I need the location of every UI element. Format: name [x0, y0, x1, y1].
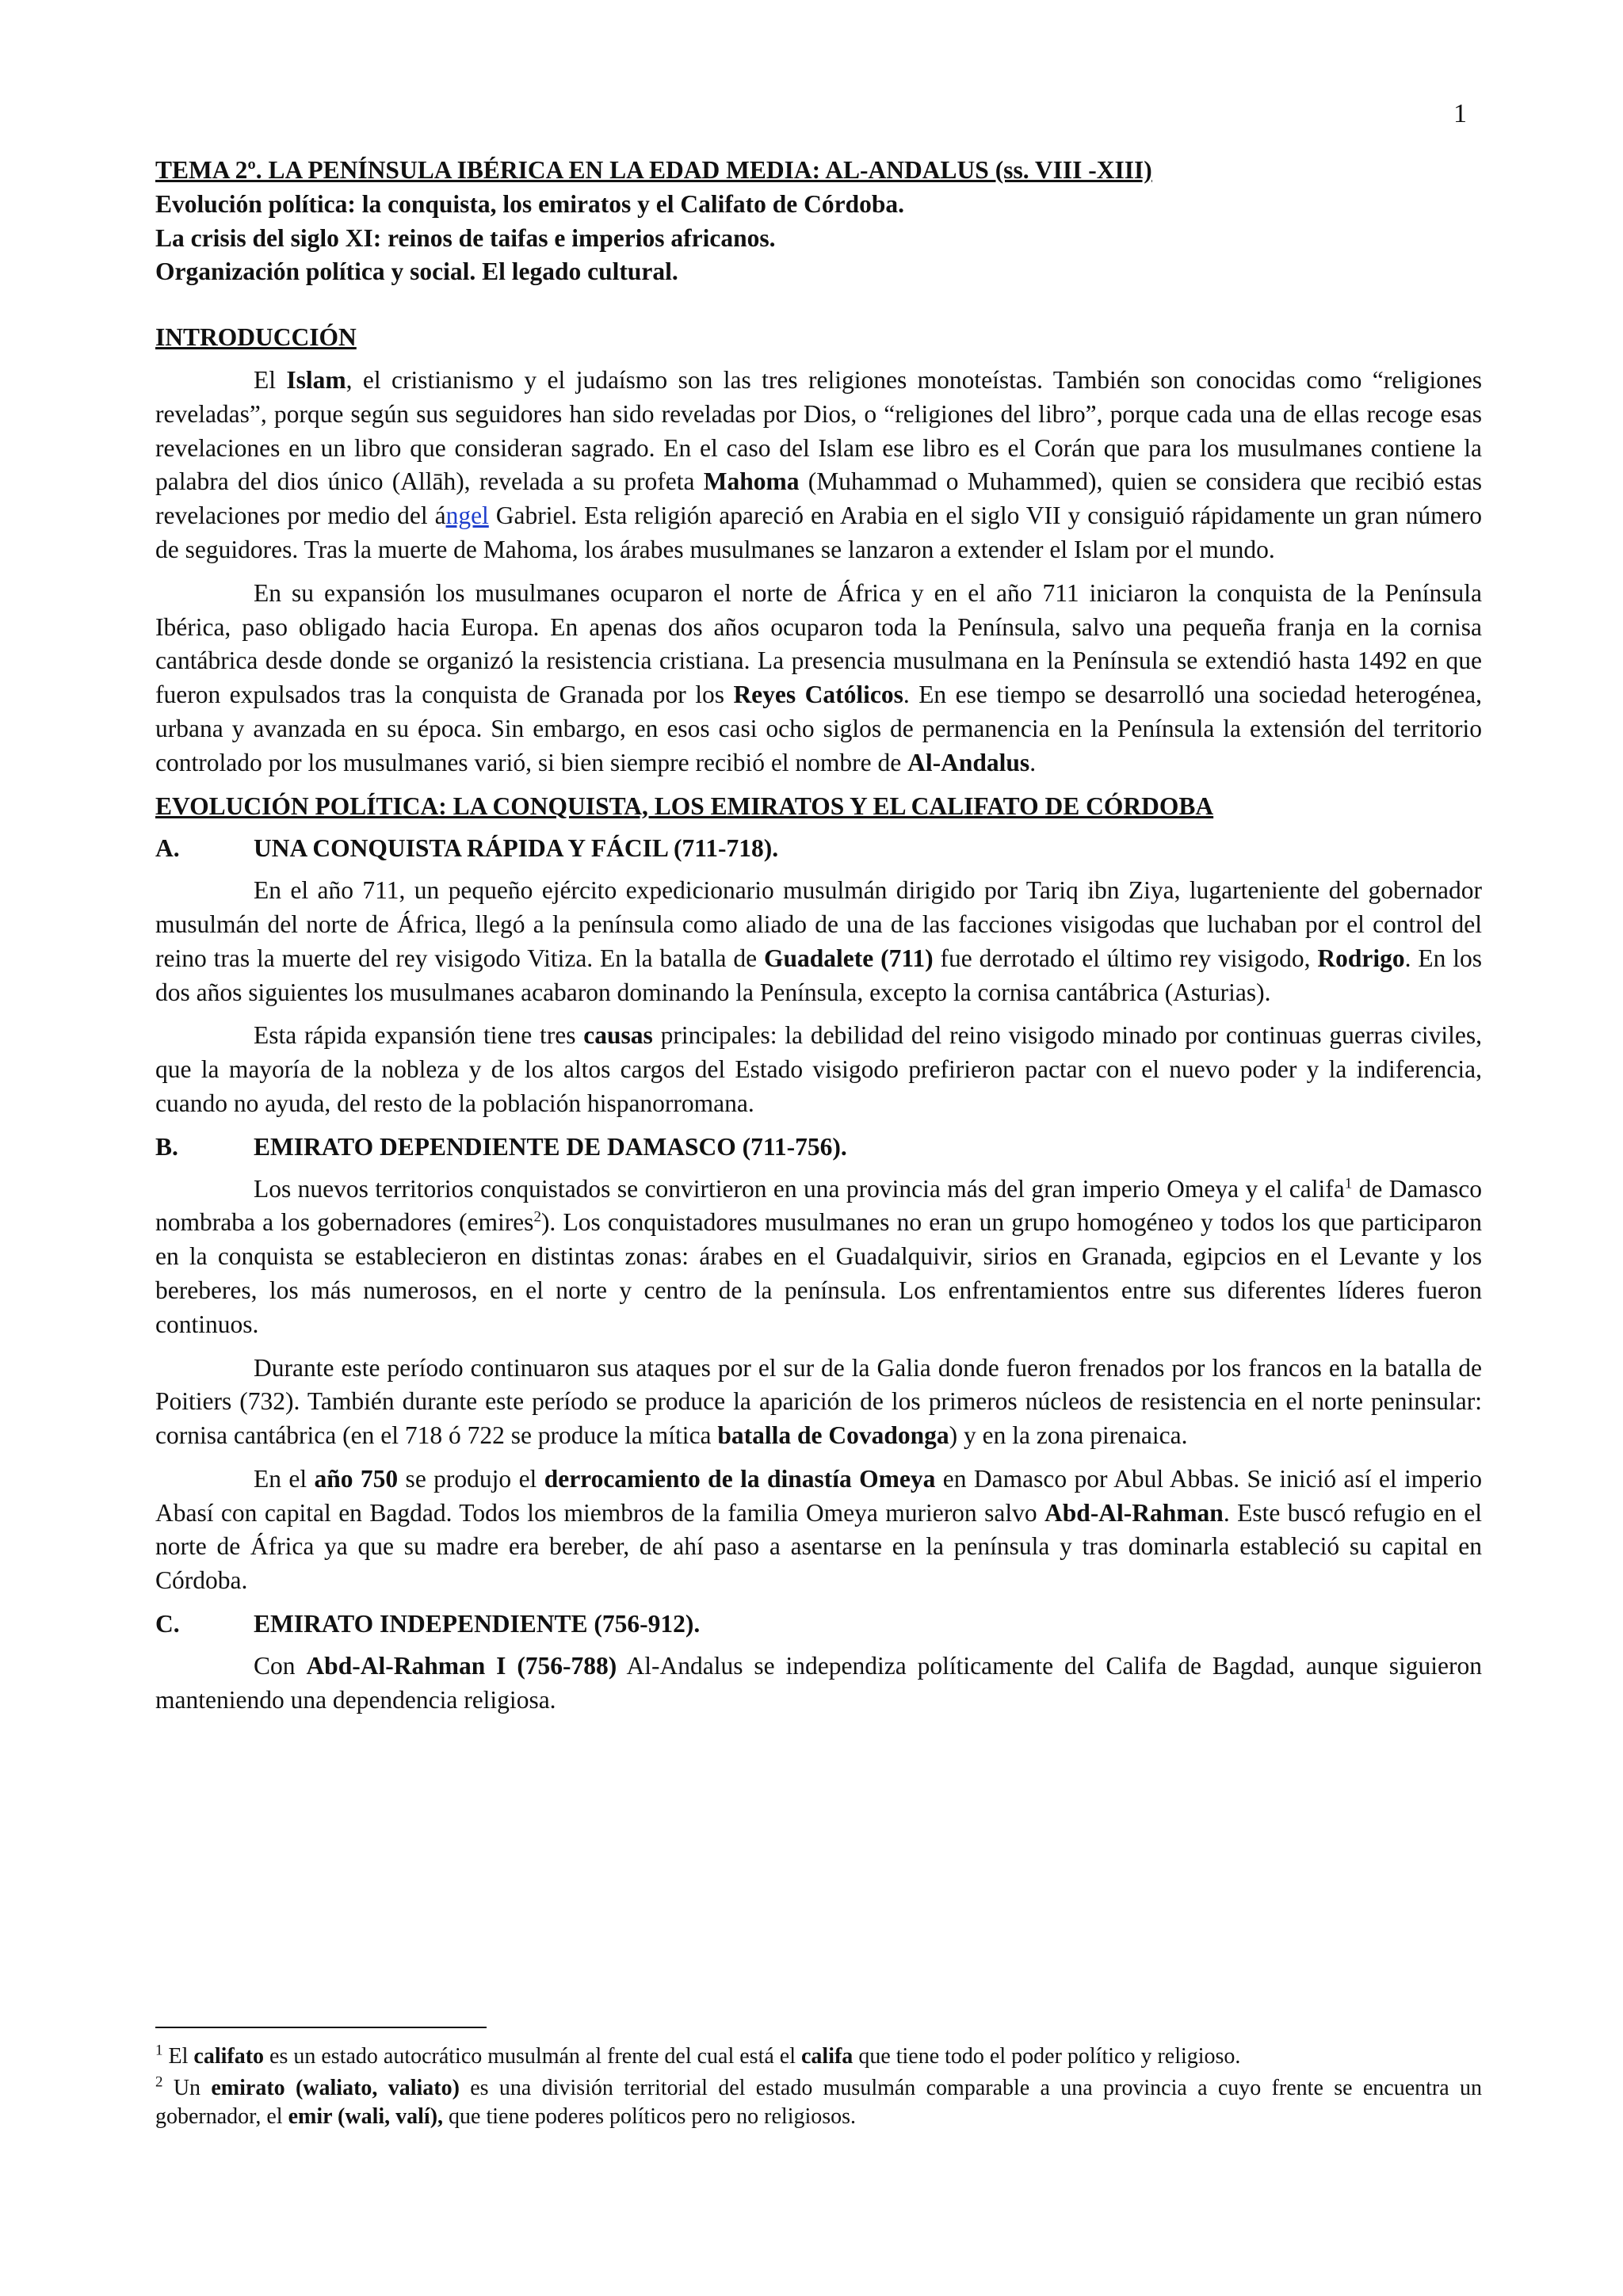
text: El	[162, 2044, 194, 2069]
bold-term: batalla de Covadonga	[717, 1421, 949, 1450]
footnote-ref-1[interactable]: 1	[1344, 1175, 1353, 1192]
text: se produjo el	[398, 1464, 544, 1493]
text: es un estado autocrático musulmán al frente del cual está el	[264, 2044, 801, 2069]
section-c-heading	[155, 1608, 1482, 1642]
section-b-heading	[155, 1131, 1482, 1165]
section-b-paragraph-3	[155, 1463, 1482, 1598]
bold-term: Abd-Al-Rahman I (756-788)	[306, 1651, 617, 1680]
bold-term: Abd-Al-Rahman	[1044, 1498, 1224, 1527]
bold-term: Mahoma	[703, 467, 800, 496]
section-letter: B.	[155, 1132, 178, 1161]
bold-term: Rodrigo	[1317, 944, 1405, 972]
text: En el	[254, 1464, 315, 1493]
page-number: 1	[1453, 99, 1467, 128]
bold-term: Al-Andalus	[907, 748, 1030, 776]
bold-term: causas	[583, 1021, 653, 1050]
introduction-paragraph-2	[155, 577, 1482, 780]
section-title: UNA CONQUISTA RÁPIDA Y FÁCIL (711-718).	[254, 834, 779, 863]
text: En el año 711, un pequeño ejército expedicionario musulmán dirigido por Tariq ibn Ziya, lugarteniente del gobernador musulmán del norte de África, llegó a la península como aliado de una de las facciones visigodas que luchaban por el control del reino tras la muerte del rey visigodo Vitiza. En la batalla de	[155, 876, 1482, 972]
text: Esta rápida expansión tiene tres	[254, 1021, 584, 1050]
section-a-heading	[155, 832, 1482, 866]
text: ). Los conquistadores musulmanes no eran un grupo homogéneo y todos los que participaron en la conquista se establecieron en distintas zonas: árabes en el Guadalquivir, sirios en Granada, egipcios en el Levante y los bereberes, los más numerosos, en el norte y centro de la península. Los enfrentamientos entre sus diferentes líderes fueron continuos.	[155, 1208, 1483, 1338]
footnote-1	[155, 2042, 1482, 2071]
text: Con	[254, 1651, 307, 1680]
bold-term: Islam	[286, 365, 346, 394]
document-header	[155, 154, 1482, 289]
section-letter: A.	[155, 834, 180, 863]
text: fue derrotado el último rey visigodo,	[933, 944, 1318, 972]
section-b-paragraph-1	[155, 1173, 1482, 1342]
introduction-paragraph-1	[155, 364, 1482, 567]
introduction-heading: INTRODUCCIÓN	[155, 323, 357, 352]
document-body	[155, 154, 1482, 1726]
angel-link[interactable]: ngel	[445, 502, 489, 530]
bold-term: Reyes Católicos	[733, 681, 903, 709]
header-subtitle-2: La crisis del siglo XI: reinos de taifas e imperios africanos.	[155, 223, 776, 252]
text: . En los dos años siguientes los musulmanes acabaron dominando la Península, excepto la cornisa cantábrica (Asturias).	[155, 944, 1482, 1006]
footnote-separator	[155, 2027, 487, 2028]
text: que tiene poderes políticos pero no religiosos.	[443, 2104, 857, 2129]
text: .	[1029, 748, 1037, 776]
section-b-paragraph-2	[155, 1352, 1482, 1453]
text: Gabriel. Esta religión apareció en Arabia en el siglo VII y consiguió rápidamente un gran número de seguidores. Tras la muerte de Mahoma, los árabes musulmanes se lanzaron a extender el Islam por el mundo.	[155, 502, 1482, 563]
bold-term: emir (wali, valí),	[288, 2104, 444, 2129]
footnotes	[155, 2027, 1482, 2134]
evolution-heading: EVOLUCIÓN POLÍTICA: LA CONQUISTA, LOS EMIRATOS Y EL CALIFATO DE CÓRDOBA	[155, 791, 1214, 820]
text: ) y en la zona pirenaica.	[949, 1421, 1188, 1450]
header-subtitle-3: Organización política y social. El legado cultural.	[155, 257, 678, 286]
text: . En ese tiempo se desarrolló una sociedad heterogénea, urbana y avanzada en su época. Sin embargo, en esos casi ocho siglos de permanencia en la Península la extensión del territorio controlado por los musulmanes varió, si bien siempre recibió el nombre de	[155, 681, 1483, 776]
section-a-paragraph-1	[155, 874, 1482, 1009]
footnote-2	[155, 2074, 1482, 2131]
document-title: TEMA 2º. LA PENÍNSULA IBÉRICA EN LA EDAD MEDIA: AL-ANDALUS (ss. VIII -XIII)	[155, 156, 1152, 184]
footnote-ref-2[interactable]: 2	[533, 1208, 541, 1226]
text: principales: la debilidad del reino visigodo minado por continuas guerras civiles, que la mayoría de la nobleza y de los altos cargos del Estado visigodo prefirieron pactar con el nuevo poder y la indiferencia, cuando no ayuda, del resto de la población hispanorromana.	[155, 1021, 1482, 1117]
text: Al-Andalus se independiza políticamente del Califa de Bagdad, aunque siguieron manteniendo una dependencia religiosa.	[155, 1651, 1482, 1714]
text: en Damasco por Abul Abbas. Se inició así el imperio Abasí con capital en Bagdad. Todos los miembros de la familia Omeya murieron salvo	[155, 1464, 1482, 1527]
section-title: EMIRATO DEPENDIENTE DE DAMASCO (711-756).	[254, 1132, 847, 1161]
text: , el cristianismo y el judaísmo son las tres religiones monoteístas. También son conocidas como “religiones reveladas”, porque según sus seguidores han sido reveladas por Dios, o “religiones del libro”, porque cada una de ellas recoge esas revelaciones en un libro que consideran sagrado. En el caso del Islam ese libro es el Corán que para los musulmanes contiene la palabra del dios único (Allāh), revelada a su profeta	[155, 365, 1482, 496]
bold-term: emirato (waliato, valiato)	[211, 2076, 460, 2100]
footnote-mark: 1	[155, 2042, 163, 2059]
text: El	[254, 365, 287, 394]
text: Un	[162, 2076, 212, 2100]
header-subtitle-1: Evolución política: la conquista, los emiratos y el Califato de Córdoba.	[155, 189, 904, 218]
text: que tiene todo el poder político y religioso.	[853, 2044, 1241, 2069]
bold-term: derrocamiento de la dinastía Omeya	[544, 1464, 936, 1493]
section-letter: C.	[155, 1610, 180, 1638]
section-a-paragraph-2	[155, 1019, 1482, 1120]
bold-term: año 750	[314, 1464, 399, 1493]
text: de Damasco nombraba a los gobernadores (emires	[155, 1174, 1482, 1237]
text: Los nuevos territorios conquistados se convirtieron en una provincia más del gran imperio Omeya y el califa	[254, 1174, 1345, 1203]
section-c-paragraph-1	[155, 1650, 1482, 1718]
text: Durante este período continuaron sus ataques por el sur de la Galia donde fueron frenados por los francos en la batalla de Poitiers (732). También durante este período se produce la aparición de los primeros núcleos de resistencia en el norte peninsular: cornisa cantábrica (en el 718 ó 722 se produce la mítica	[155, 1353, 1482, 1450]
bold-term: Guadalete (711)	[764, 944, 934, 972]
footnote-mark: 2	[155, 2073, 163, 2091]
text: En su expansión los musulmanes ocuparon el norte de África y en el año 711 iniciaron la conquista de la Península Ibérica, paso obligado hacia Europa. En apenas dos años ocuparon toda la Península, salvo una pequeña franja en la cornisa cantábrica desde donde se organizó la resistencia cristiana. La presencia musulmana en la Península se extendió hasta 1492 en que fueron expulsados tras la conquista de Granada por los	[155, 578, 1482, 709]
bold-term: califato	[193, 2044, 265, 2069]
text: (Muhammad o Muhammed), quien se considera que recibió estas revelaciones por medio del á	[155, 467, 1482, 530]
section-title: EMIRATO INDEPENDIENTE (756-912).	[254, 1610, 701, 1638]
text: . Este buscó refugio en el norte de África ya que su madre era bereber, de ahí paso a asentarse en la península y tras dominarla estableció su capital en Córdoba.	[155, 1498, 1482, 1595]
bold-term: califa	[801, 2044, 854, 2069]
text: es una división territorial del estado musulmán comparable a una provincia a cuyo frente se encuentra un gobernador, el	[155, 2076, 1482, 2129]
